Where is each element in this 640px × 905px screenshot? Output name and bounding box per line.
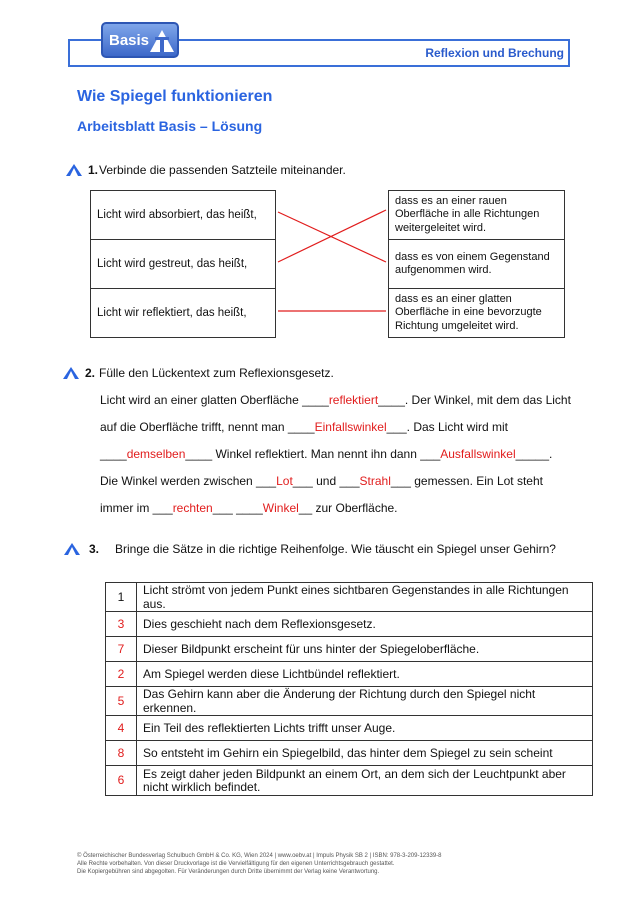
order-table: [105, 582, 593, 796]
task2-number: 2.: [85, 366, 96, 380]
cloze-answer: reflektiert: [328, 393, 379, 407]
sentence-cell: Das Gehirn kann aber die Änderung der Richtung durch den Spiegel nicht erkennen.: [137, 687, 593, 716]
cloze-answer: Winkel: [262, 501, 299, 515]
table-row: [106, 766, 593, 796]
right-phrase-3: dass es an einer glatten Oberfläche in eine bevorzugte Richtung umgeleitet wird.: [395, 292, 542, 332]
task2-instruction: Fülle den Lückentext zum Reflexionsgesetz.: [99, 366, 334, 380]
page-title: Wie Spiegel funktionieren: [77, 88, 273, 105]
right-phrase-1: dass es an einer rauen Oberfläche in alle Richtungen weitergeleitet wird.: [395, 194, 540, 234]
cloze-line: [100, 501, 398, 515]
order-number: 5: [106, 687, 137, 716]
table-row: [106, 583, 593, 612]
cloze-text: ___ ____: [212, 501, 263, 515]
task-level-icon: [63, 367, 79, 379]
order-number: 3: [106, 612, 137, 637]
task3-instruction: Bringe die Sätze in die richtige Reihenfolge. Wie täuscht ein Spiegel unser Gehirn?: [115, 542, 556, 556]
cloze-answer: Ausfallswinkel: [440, 447, 516, 461]
left-phrase-1: Licht wird absorbiert, das heißt,: [97, 209, 257, 221]
cloze-text: ___ gemessen. Ein Lot steht: [390, 474, 543, 488]
cloze-answer: rechten: [172, 501, 213, 515]
order-number: 7: [106, 637, 137, 662]
sentence-cell: So entsteht im Gehirn ein Spiegelbild, das hinter dem Spiegel zu sein scheint: [137, 741, 593, 766]
sentence-cell: Ein Teil des reflektierten Lichts trifft unser Auge.: [137, 716, 593, 741]
sentence-cell: Dies geschieht nach dem Reflexionsgesetz.: [137, 612, 593, 637]
cloze-text: Die Winkel werden zwischen ___: [100, 474, 277, 488]
cloze-line: [100, 474, 543, 488]
sentence-cell: Dieser Bildpunkt erscheint für uns hinter der Spiegeloberfläche.: [137, 637, 593, 662]
cloze-text: Licht wird an einer glatten Oberfläche ____: [100, 393, 329, 407]
page-subtitle: Arbeitsblatt Basis – Lösung: [77, 118, 263, 134]
cloze-text: ____ Winkel reflektiert. Man nennt ihn dann ___: [185, 447, 441, 461]
sentence-cell: Am Spiegel werden diese Lichtbündel reflektiert.: [137, 662, 593, 687]
table-row: [106, 612, 593, 637]
logo-text: Basis: [109, 32, 150, 49]
order-number: 1: [106, 583, 137, 612]
task-level-icon: [64, 543, 80, 555]
left-phrase-3: Licht wir reflektiert, das heißt,: [97, 307, 247, 319]
cloze-text: ___. Das Licht wird mit: [386, 420, 509, 434]
cloze-text: ___ und ___: [292, 474, 360, 488]
cloze-text: ____. Der Winkel, mit dem das Licht: [378, 393, 571, 407]
table-row: [106, 687, 593, 716]
left-phrase-2: Licht wird gestreut, das heißt,: [97, 258, 248, 270]
sentence-cell: Es zeigt daher jeden Bildpunkt an einem Ort, an dem sich der Leuchtpunkt aber nicht wirklich befindet.: [137, 766, 593, 796]
table-row: [106, 662, 593, 687]
table-row: [106, 741, 593, 766]
cloze-answer: Strahl: [359, 474, 391, 488]
cloze-line: [100, 393, 571, 407]
footer-line: Alle Rechte vorbehalten. Von dieser Druckvorlage ist die Vervielfältigung für den eigenen Unterrichtsgebrauch gestattet.: [77, 861, 395, 867]
section-title: Reflexion und Brechung: [425, 46, 564, 60]
footer: [77, 852, 442, 876]
right-phrase-2: dass es von einem Gegenstand aufgenommen wird.: [395, 250, 550, 276]
task3-number: 3.: [89, 542, 100, 556]
table-row: [106, 716, 593, 741]
cloze-answer: demselben: [126, 447, 186, 461]
cloze-answer: Lot: [276, 474, 293, 488]
task1-number: 1.: [88, 163, 99, 177]
order-number: 8: [106, 741, 137, 766]
cloze-answer: Einfallswinkel: [314, 420, 387, 434]
cloze-line: [100, 447, 552, 461]
cloze-text: auf die Oberfläche trifft, nennt man ____: [100, 420, 315, 434]
table-row: [106, 637, 593, 662]
footer-line: Die Kopiergebühren sind abgegolten. Für Veränderungen durch Dritte übernimmt der Verlag keine Verantwortung.: [77, 869, 380, 875]
cloze-text: ____: [100, 447, 127, 461]
footer-line: © Österreichischer Bundesverlag Schulbuch GmbH & Co. KG, Wien 2024 | www.oebv.at | Impuls Physik SB 2 | ISBN: 978-3-209-12339-8: [77, 853, 442, 859]
sentence-cell: Licht strömt von jedem Punkt eines sichtbaren Gegenstandes in alle Richtungen aus.: [137, 583, 593, 612]
cloze-line: [100, 420, 508, 434]
task1-instruction: Verbinde die passenden Satzteile miteinander.: [99, 163, 346, 177]
cloze-text: immer im ___: [100, 501, 173, 515]
order-number: 2: [106, 662, 137, 687]
cloze-text: __ zur Oberfläche.: [298, 501, 398, 515]
order-number: 4: [106, 716, 137, 741]
order-number: 6: [106, 766, 137, 796]
cloze-text: _____.: [515, 447, 553, 461]
